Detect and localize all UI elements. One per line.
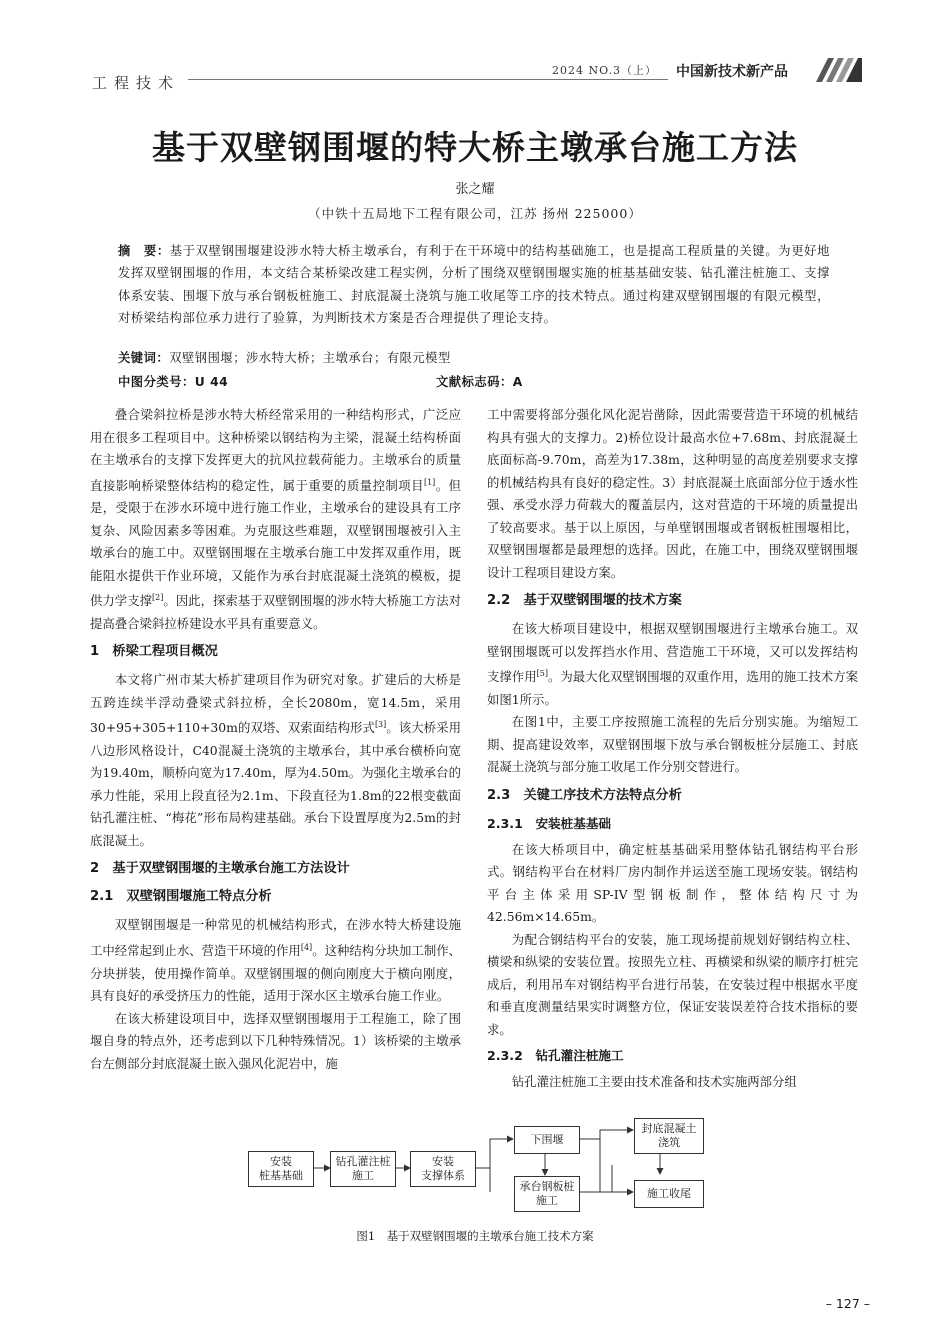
flow-box-lower-cofferdam: 下围堰 <box>514 1126 580 1154</box>
subsubsection-heading: 2.3.1 安装桩基基础 <box>487 815 612 831</box>
subsubsection-heading: 2.3.2 钻孔灌注桩施工 <box>487 1048 624 1064</box>
flow-box-sheet-pile: 承台钢板桩 施工 <box>514 1176 580 1212</box>
subsection-heading: 2.1 双壁钢围堰施工特点分析 <box>90 889 272 905</box>
page-number: – 127 – <box>825 1296 870 1311</box>
paragraph: 在该大桥项目中，确定桩基基础采用整体钻孔钢结构平台形式。钢结构平台在材料厂房内制作并运送至施工现场安装。钢结构平台主体采用SP-IV型钢板制作，整体结构尺寸为42.56m×14.65m。 <box>487 841 858 925</box>
flow-box-support-system: 安装 支撑体系 <box>410 1151 476 1187</box>
figure-caption: 图1 基于双壁钢围堰的主墩承台施工技术方案 <box>356 1229 594 1243</box>
paragraph: 为配合钢结构平台的安装，施工现场提前规划好钢结构立柱、横梁和纵梁的安装位置。按照先立柱、再横梁和纵梁的顺序打桩完成后，利用吊车对钢结构平台进行吊装，在安装过程中根据水平度和垂直度测量结果实时调整方位，保证安装误差符合技术指标的要求。 <box>487 931 858 1037</box>
article-title: 基于双壁钢围堰的特大桥主墩承台施工方法 <box>152 128 798 167</box>
doc-label: 文献标志码： <box>436 375 513 389</box>
paragraph: 在图1中，主要工序按照施工流程的先后分别实施。为缩短工期、提高建设效率，双壁钢围堰下放与承台钢板桩分层施工、封底混凝土浇筑与部分施工收尾工作分别交替进行。 <box>487 714 858 775</box>
keywords-text: 双壁钢围堰；涉水特大桥；主墩承台；有限元模型 <box>169 351 451 365</box>
section-heading: 2 基于双壁钢围堰的主墩承台施工方法设计 <box>90 861 350 877</box>
issue-number: 2024 NO.3（上） <box>552 64 657 77</box>
keywords-label: 关键词： <box>118 351 170 365</box>
journal-logo-icon <box>812 58 862 82</box>
keywords <box>118 348 451 366</box>
left-column <box>90 404 461 1075</box>
flow-box-finishing: 施工收尾 <box>634 1180 704 1208</box>
affiliation: （中铁十五局地下工程有限公司，江苏 扬州 225000） <box>308 206 642 221</box>
paragraph: 本文将广州市某大桥扩建项目作为研究对象。扩建后的大桥是五跨连续半浮动叠梁式斜拉桥，全长2080m，宽14.5m，采用30+95+305+110+30m的双塔、双索面结构形式[3]。该大桥采用八边形风格设计，C40混凝土浇筑的主墩承台，其中承台横桥向宽为19.40m，顺桥向宽为17.40m，厚为4.50m。为强化主墩承台的承力性能，采用上段直径为2.1m、下段直径为1.8m的22根变截面钻孔灌注桩、“梅花”形布局构建基础。承台下设置厚度为2.5m的封底混凝土。 <box>90 672 461 848</box>
doc-value: A <box>512 375 523 389</box>
clc-number <box>118 372 228 390</box>
document-code <box>436 372 523 390</box>
subsection-heading: 2.3 关键工序技术方法特点分析 <box>487 787 682 803</box>
abstract <box>118 240 830 330</box>
paragraph: 钻孔灌注桩施工主要由技术准备和技术实施两部分组 <box>511 1074 797 1090</box>
paragraph: 工中需要将部分强化风化泥岩凿除，因此需要营造干环境的机械结构具有强大的支撑力。2)桥位设计最高水位+7.68m、封底混凝土底面标高-9.70m，高差为17.38m，这种明显的高度差别要求支撑的机械结构具有良好的稳定性。3）封底混凝土底面部分位于透水性强、承受水浮力荷载大的覆盖层内，这对营造的干环境的质量提出了较高要求。基于以上原因，与单壁钢围堰或者钢板桩围堰相比，双壁钢围堰都是最理想的选择。因此，在施工中，围绕双壁钢围堰设计工程项目建设方案。 <box>487 407 858 580</box>
journal-name: 中国新技术新产品 <box>676 64 788 80</box>
paragraph: 叠合梁斜拉桥是涉水特大桥经常采用的一种结构形式，广泛应用在很多工程项目中。这种桥梁以钢结构为主梁，混凝土结构桥面在主墩承台的支撑下发挥更大的抗风拉载荷能力。主墩承台的质量直接影响桥梁整体结构的稳定性，属于重要的质量控制项目[1]。但是，受限于在涉水环境中进行施工作业，主墩承台的建设具有工序复杂、风险因素多等困难。为克服这些难题，双壁钢围堰被引入主墩承台的施工中。双壁钢围堰在主墩承台施工中发挥双重作用，既能阻水提供干作业环境，又能作为承台封底混凝土浇筑的模板，提供力学支撑[2]。因此，探索基于双壁钢围堰的涉水特大桥施工方法对提高叠合梁斜拉桥建设水平具有重要意义。 <box>90 407 462 631</box>
abstract-text: 基于双壁钢围堰建设涉水特大桥主墩承台，有利于在干环境中的结构基础施工，也是提高工程质量的关键。为更好地发挥双壁钢围堰的作用，本文结合某桥梁改建工程实例，分析了围绕双壁钢围堰实施的桩基基础安装、钻孔灌注桩施工、支撑体系安装、围堰下放与承台钢板桩施工、封底混凝土浇筑与施工收尾等工序的技术特点。通过构建双壁钢围堰的有限元模型，对桥梁结构部位承力进行了验算，为判断技术方案是否合理提供了理论支持。 <box>118 244 830 326</box>
abstract-label: 摘 要： <box>118 244 170 258</box>
paragraph: 双壁钢围堰是一种常见的机械结构形式，在涉水特大桥建设施工中经常起到止水、营造干环境的作用[4]。这种结构分块加工制作、分块拼装，使用操作简单。双壁钢围堰的侧向刚度大于横向刚度，具有良好的承受挤压力的性能，适用于深水区主墩承台施工作业。 <box>90 917 462 1003</box>
flow-box-install-pile-foundation: 安装 桩基基础 <box>248 1151 314 1187</box>
paragraph: 在该大桥项目建设中，根据双壁钢围堰进行主墩承台施工。双壁钢围堰既可以发挥挡水作用、营造施工干环境，又可以发挥结构支撑作用[5]。为最大化双壁钢围堰的双重作用，选用的施工技术方案如图1所示。 <box>487 621 859 707</box>
clc-label: 中图分类号： <box>118 375 195 389</box>
paragraph: 在该大桥建设项目中，选择双壁钢围堰用于工程施工，除了围堰自身的特点外，还考虑到以下几种特殊情况。1）该桥梁的主墩承台左侧部分封底混凝土嵌入强风化泥岩中，施 <box>90 1010 461 1071</box>
section-label: 工程技术 <box>92 74 181 92</box>
subsection-heading: 2.2 基于双壁钢围堰的技术方案 <box>487 593 682 608</box>
right-column <box>487 404 858 1094</box>
clc-value: U 44 <box>194 375 229 389</box>
flow-box-bored-pile: 钻孔灌注桩 施工 <box>330 1151 396 1187</box>
author: 张之耀 <box>455 182 495 197</box>
header-rule <box>188 79 668 80</box>
flow-box-bottom-concrete: 封底混凝土 浇筑 <box>634 1118 704 1154</box>
section-heading: 1 桥梁工程项目概况 <box>90 644 218 660</box>
